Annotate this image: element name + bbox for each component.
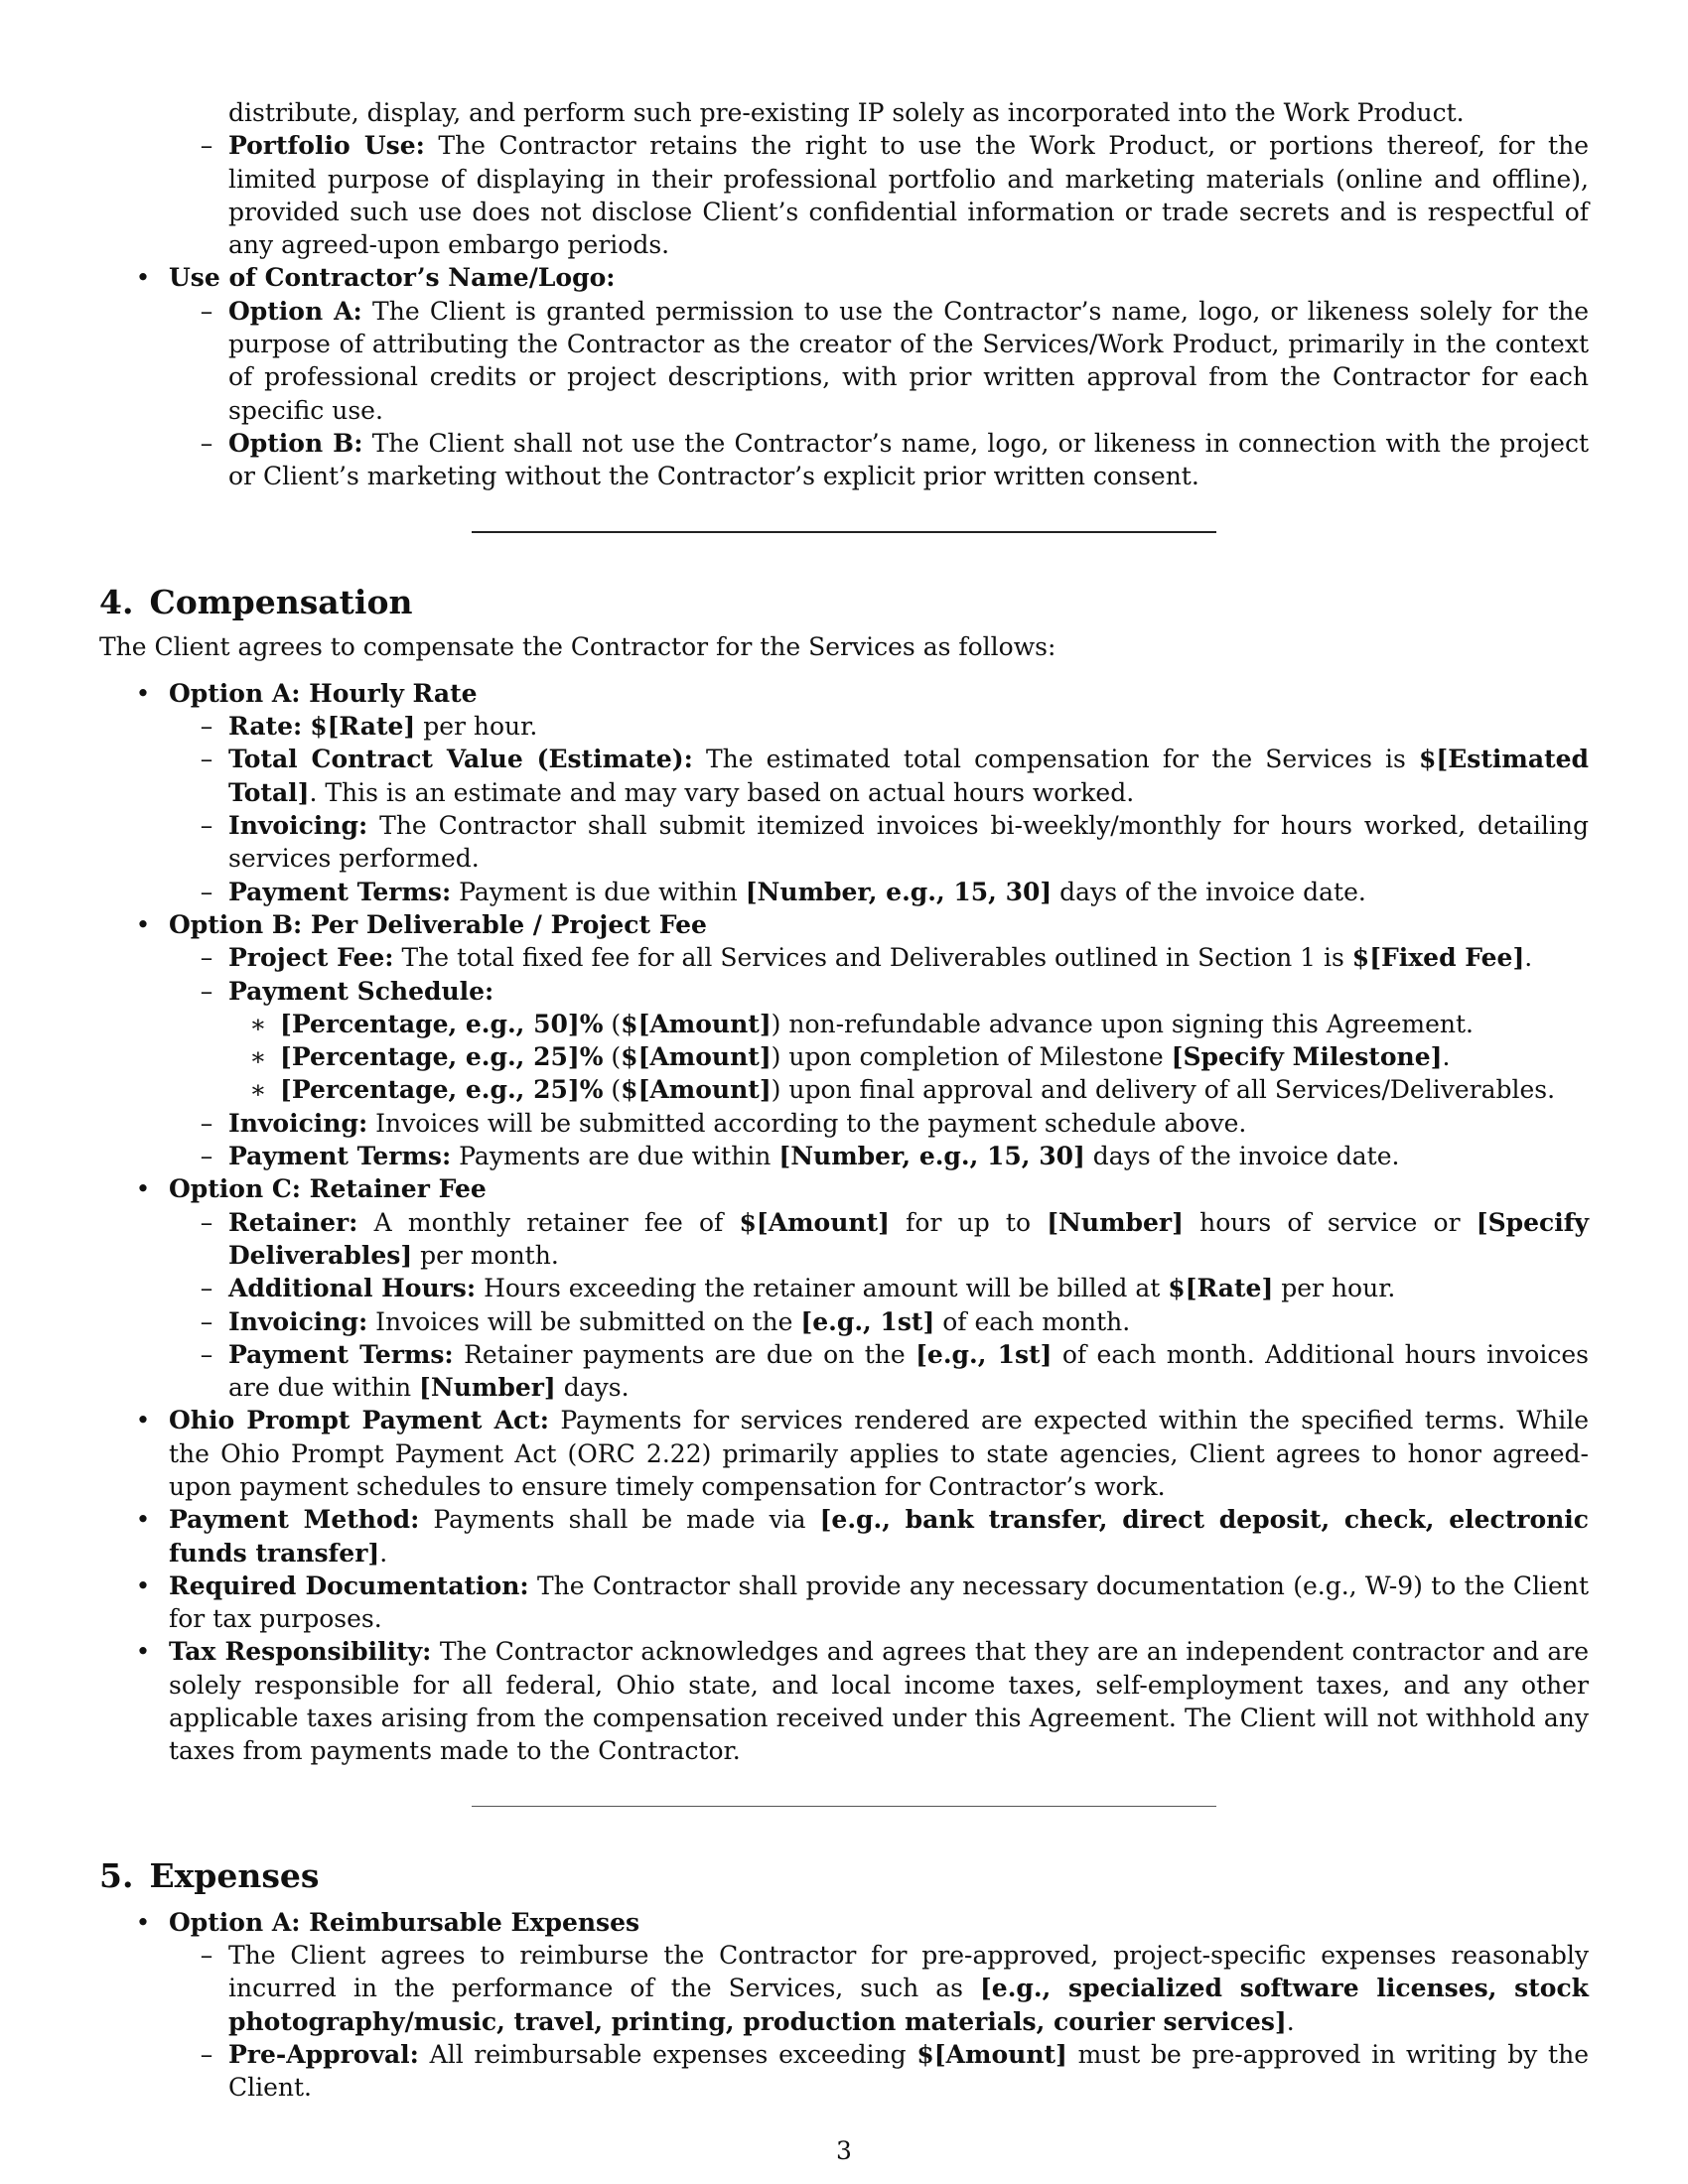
list-item-rate: – Rate: $[Rate] per hour. — [99, 710, 1589, 743]
list-item-retainer: – Retainer: A monthly retainer fee of $[Amount] for up to [Number] hours of service or [Specify Deliverables] per month. — [99, 1206, 1589, 1273]
bullet-marker: • — [135, 678, 151, 708]
list-item-name-logo-option-b: – Option B: The Client shall not use the Contractor’s name, logo, or likeness in connection with the project or Client’s marketing without the Contractor’s explicit prior written consent. — [99, 427, 1589, 493]
list-item-tax-responsibility: • Tax Responsibility: The Contractor acknowledges and agrees that they are an independent contractor and are solely responsible for all federal, Ohio state, and local income taxes, self-employment taxes, and any other applicable taxes arising from the compensation received under this Agreement. The Client will not withhold any taxes from payments made to the Contractor. — [99, 1635, 1589, 1767]
list-item-pre-approval: – Pre-Approval: All reimbursable expenses exceeding $[Amount] must be pre-approved in writing by the Client. — [99, 2038, 1589, 2105]
list-item-option-a: • Option A: Hourly Rate — [99, 677, 1589, 710]
dash-marker: – — [200, 976, 213, 1006]
list-item-schedule-3: ∗ [Percentage, e.g., 25]% ($[Amount]) upon final approval and delivery of all Services/Deliverables. — [99, 1073, 1589, 1106]
star-marker: ∗ — [249, 1075, 267, 1105]
section-heading-expenses: 5. Expenses — [99, 1855, 320, 1895]
list-item-invoicing: – Invoicing: Invoices will be submitted on the [e.g., 1st] of each month. — [99, 1305, 1589, 1338]
list-item-reimbursable-expenses: • Option A: Reimbursable Expenses — [99, 1906, 1589, 1939]
list-item-invoicing: – Invoicing: Invoices will be submitted according to the payment schedule above. — [99, 1107, 1589, 1140]
dash-marker: – — [200, 712, 213, 742]
list-item-additional-hours: – Additional Hours: Hours exceeding the retainer amount will be billed at $[Rate] per hour. — [99, 1272, 1589, 1304]
dash-marker: – — [200, 943, 213, 973]
list-item-schedule-2: ∗ [Percentage, e.g., 25]% ($[Amount]) upon completion of Milestone [Specify Milestone]. — [99, 1040, 1589, 1073]
dash-marker: – — [200, 1306, 213, 1336]
bullet-marker: • — [135, 1637, 151, 1667]
list-item-payment-schedule: – Payment Schedule: — [99, 975, 1589, 1008]
bullet-marker: • — [135, 1570, 151, 1600]
dash-marker: – — [200, 1142, 213, 1171]
star-marker: ∗ — [249, 1042, 267, 1072]
list-item-ohio-prompt-payment: • Ohio Prompt Payment Act: Payments for services rendered are expected within the specified terms. While the Ohio Prompt Payment Act (ORC 2.22) primarily applies to state agencies, Client agrees to honor agreed-upon payment schedules to ensure timely compensation for Contractor’s work. — [99, 1404, 1589, 1503]
dash-marker: – — [200, 428, 213, 458]
dash-marker: – — [200, 877, 213, 906]
list-item-payment-method: • Payment Method: Payments shall be made via [e.g., bank transfer, direct deposit, check, electronic funds transfer]. — [99, 1503, 1589, 1570]
dash-marker: – — [200, 1274, 213, 1303]
dash-marker: – — [200, 1108, 213, 1138]
list-item-project-fee: – Project Fee: The total fixed fee for all Services and Deliverables outlined in Section 1 is $[Fixed Fee]. — [99, 941, 1589, 974]
dash-marker: – — [200, 2039, 213, 2069]
list-item-schedule-1: ∗ [Percentage, e.g., 50]% ($[Amount]) non-refundable advance upon signing this Agreement. — [99, 1008, 1589, 1040]
section-intro: The Client agrees to compensate the Contractor for the Services as follows: — [99, 631, 1056, 661]
list-item-payment-terms: – Payment Terms: Payment is due within [Number, e.g., 15, 30] days of the invoice date. — [99, 876, 1589, 908]
section-heading-compensation: 4. Compensation — [99, 582, 413, 621]
dash-marker: – — [200, 1940, 213, 1970]
list-item-option-b: • Option B: Per Deliverable / Project Fee — [99, 908, 1589, 941]
bullet-marker: • — [135, 1907, 151, 1937]
list-item-payment-terms: – Payment Terms: Retainer payments are due on the [e.g., 1st] of each month. Additional hours invoices are due within [Number] days. — [99, 1338, 1589, 1405]
carryover-line: distribute, display, and perform such pre-existing IP solely as incorporated into the Work Product. — [228, 98, 1465, 127]
list-item-required-documentation: • Required Documentation: The Contractor shall provide any necessary documentation (e.g., W-9) to the Client for tax purposes. — [99, 1570, 1589, 1636]
bullet-marker: • — [135, 1505, 151, 1535]
list-item-portfolio-use: – Portfolio Use: The Contractor retains the right to use the Work Product, or portions thereof, for the limited purpose of displaying in their professional portfolio and marketing materials (online and offline), provided such use does not disclose Client’s confidential information or trade secrets and is respectful of any agreed-upon embargo periods. — [99, 129, 1589, 261]
dash-marker: – — [200, 745, 213, 774]
dash-marker: – — [200, 811, 213, 841]
list-item-invoicing: – Invoicing: The Contractor shall submit itemized invoices bi-weekly/monthly for hours worked, detailing services performed. — [99, 809, 1589, 876]
bullet-marker: • — [135, 909, 151, 939]
bullet-marker: • — [135, 1406, 151, 1435]
page-content — [99, 96, 1589, 2104]
list-item-reimbursement: – The Client agrees to reimburse the Contractor for pre-approved, project-specific expenses reasonably incurred in the performance of the Services, such as [e.g., specialized software licenses, stock photography/music, travel, printing, production materials, courier services]. — [99, 1939, 1589, 2038]
list-item-payment-terms: – Payment Terms: Payments are due within [Number, e.g., 15, 30] days of the invoice date. — [99, 1140, 1589, 1172]
list-item-name-logo-option-a: – Option A: The Client is granted permission to use the Contractor’s name, logo, or likeness solely for the purpose of attributing the Contractor as the creator of the Services/Work Product, primarily in the context of professional credits or project descriptions, with prior written approval from the Contractor for each specific use. — [99, 295, 1589, 427]
dash-marker: – — [200, 296, 213, 326]
dash-marker: – — [200, 1207, 213, 1237]
list-item-option-c: • Option C: Retainer Fee — [99, 1172, 1589, 1205]
star-marker: ∗ — [249, 1009, 267, 1038]
page-number: 3 — [836, 2136, 852, 2165]
list-item-name-logo: • Use of Contractor’s Name/Logo: — [99, 261, 1589, 294]
dash-marker: – — [200, 131, 213, 161]
bullet-marker: • — [135, 263, 151, 293]
dash-marker: – — [200, 1339, 213, 1369]
bullet-marker: • — [135, 1174, 151, 1204]
list-item-total-contract-value: – Total Contract Value (Estimate): The estimated total compensation for the Services is $[Estimated Total]. This is an estimate and may vary based on actual hours worked. — [99, 743, 1589, 809]
